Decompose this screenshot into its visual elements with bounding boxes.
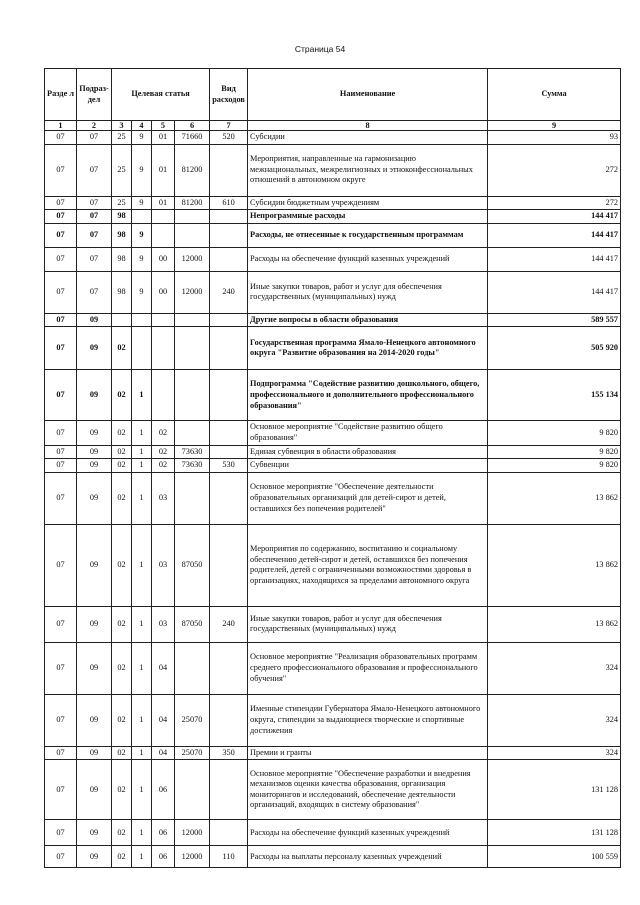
- sum-cell: 9 820: [488, 445, 621, 459]
- expense-type-cell: [210, 327, 248, 370]
- expense-type-cell: [210, 210, 248, 224]
- sum-cell: 324: [488, 694, 621, 746]
- table-row: [45, 445, 621, 459]
- podrazdel-cell: 09: [77, 472, 112, 524]
- razdel-cell: 07: [45, 271, 77, 313]
- table-row: [45, 459, 621, 473]
- razdel-cell: 07: [45, 524, 77, 606]
- expense-type-cell: [210, 144, 248, 196]
- program-code-cell: 02: [112, 760, 132, 820]
- podrazdel-cell: 07: [77, 223, 112, 247]
- subprogram-code-cell: [132, 210, 152, 224]
- program-code-cell: 02: [112, 642, 132, 694]
- program-code-cell: 25: [112, 144, 132, 196]
- direction-code-cell: [175, 223, 210, 247]
- podrazdel-cell: 09: [77, 313, 112, 327]
- name-cell: Другие вопросы в области образования: [248, 313, 488, 327]
- event-code-cell: 06: [152, 760, 175, 820]
- name-cell: Непрограммные расходы: [248, 210, 488, 224]
- razdel-cell: 07: [45, 445, 77, 459]
- program-code-cell: 02: [112, 421, 132, 445]
- subprogram-code-cell: 1: [132, 421, 152, 445]
- expense-type-cell: [210, 820, 248, 846]
- subprogram-code-cell: 9: [132, 247, 152, 271]
- event-code-cell: 02: [152, 459, 175, 473]
- program-code-cell: 98: [112, 223, 132, 247]
- razdel-cell: 07: [45, 472, 77, 524]
- podrazdel-cell: 09: [77, 846, 112, 868]
- table-row: [45, 421, 621, 445]
- direction-code-cell: [175, 313, 210, 327]
- razdel-cell: 07: [45, 327, 77, 370]
- expense-type-cell: [210, 421, 248, 445]
- podrazdel-cell: 09: [77, 445, 112, 459]
- direction-code-cell: [175, 421, 210, 445]
- podrazdel-cell: 09: [77, 370, 112, 421]
- name-cell: Основное мероприятие "Обеспечение разработки и внедрения механизмов оценки качества образования, организация мониторингов и исследований, обеспечение деятельности организаций, входящих в систему образования": [248, 760, 488, 820]
- table-row: [45, 694, 621, 746]
- subprogram-code-cell: 1: [132, 846, 152, 868]
- sum-cell: 272: [488, 196, 621, 210]
- name-cell: Расходы на обеспечение функций казенных учреждений: [248, 820, 488, 846]
- program-code-cell: 02: [112, 472, 132, 524]
- program-code-cell: 02: [112, 606, 132, 642]
- expense-type-cell: 110: [210, 846, 248, 868]
- podrazdel-cell: 09: [77, 694, 112, 746]
- sum-cell: 13 862: [488, 524, 621, 606]
- name-cell: Основное мероприятие "Обеспечение деятельности образовательных организаций для детей-сирот и детей, оставшихся без попечения родителей": [248, 472, 488, 524]
- expense-type-cell: [210, 313, 248, 327]
- column-number: 5: [152, 121, 175, 131]
- podrazdel-cell: 07: [77, 144, 112, 196]
- razdel-cell: 07: [45, 144, 77, 196]
- podrazdel-cell: 07: [77, 196, 112, 210]
- podrazdel-cell: 09: [77, 820, 112, 846]
- razdel-cell: 07: [45, 459, 77, 473]
- page-number-label: Страница 54: [294, 44, 346, 54]
- event-code-cell: 03: [152, 524, 175, 606]
- direction-code-cell: 81200: [175, 196, 210, 210]
- table-row: [45, 210, 621, 224]
- expense-type-cell: [210, 642, 248, 694]
- table-row: [45, 223, 621, 247]
- razdel-cell: 07: [45, 421, 77, 445]
- name-cell: Расходы на выплаты персоналу казенных учреждений: [248, 846, 488, 868]
- name-cell: Расходы на обеспечение функций казенных учреждений: [248, 247, 488, 271]
- expense-type-cell: 350: [210, 746, 248, 760]
- program-code-cell: 02: [112, 370, 132, 421]
- expense-type-cell: 520: [210, 131, 248, 145]
- podrazdel-cell: 07: [77, 210, 112, 224]
- program-code-cell: 98: [112, 271, 132, 313]
- direction-code-cell: 81200: [175, 144, 210, 196]
- razdel-cell: 07: [45, 247, 77, 271]
- sum-cell: 13 862: [488, 606, 621, 642]
- subprogram-code-cell: 1: [132, 459, 152, 473]
- expense-type-cell: [210, 524, 248, 606]
- name-cell: Мероприятия по содержанию, воспитанию и социальному обеспечению детей-сирот и детей, оставшихся без попечения родителей, детей с ограниченными возможностями здоровья в организациях, находящихся за пределами автономного округа: [248, 524, 488, 606]
- table-row: [45, 144, 621, 196]
- name-cell: Иные закупки товаров, работ и услуг для обеспечения государственных (муниципальных) нужд: [248, 606, 488, 642]
- event-code-cell: 04: [152, 746, 175, 760]
- table-body: [45, 131, 621, 868]
- name-cell: Расходы, не отнесенные к государственным программам: [248, 223, 488, 247]
- expense-type-cell: 610: [210, 196, 248, 210]
- program-code-cell: 02: [112, 524, 132, 606]
- column-number: 2: [77, 121, 112, 131]
- name-cell: Мероприятия, направленные на гармонизацию межнациональных, межрелигиозных и этноконфессиональных отношений в автономном округе: [248, 144, 488, 196]
- event-code-cell: [152, 313, 175, 327]
- razdel-cell: 07: [45, 606, 77, 642]
- subprogram-code-cell: 1: [132, 524, 152, 606]
- table-row: [45, 131, 621, 145]
- program-code-cell: 02: [112, 459, 132, 473]
- event-code-cell: 00: [152, 247, 175, 271]
- sum-cell: 324: [488, 642, 621, 694]
- column-number: 4: [132, 121, 152, 131]
- column-number: 7: [210, 121, 248, 131]
- direction-code-cell: 25070: [175, 746, 210, 760]
- header-podrazdel: Подраз- дел: [77, 69, 112, 121]
- expense-type-cell: [210, 445, 248, 459]
- table-row: [45, 846, 621, 868]
- subprogram-code-cell: 1: [132, 694, 152, 746]
- program-code-cell: 02: [112, 694, 132, 746]
- subprogram-code-cell: 9: [132, 223, 152, 247]
- event-code-cell: 01: [152, 131, 175, 145]
- subprogram-code-cell: 1: [132, 370, 152, 421]
- name-cell: Основное мероприятие "Реализация образовательных программ среднего профессионального образования и профессионального обучения": [248, 642, 488, 694]
- table-header: [45, 69, 621, 131]
- program-code-cell: 25: [112, 196, 132, 210]
- column-number: 9: [488, 121, 621, 131]
- name-cell: Субсидии бюджетным учреждениям: [248, 196, 488, 210]
- subprogram-code-cell: 1: [132, 445, 152, 459]
- program-code-cell: 02: [112, 746, 132, 760]
- event-code-cell: 00: [152, 271, 175, 313]
- podrazdel-cell: 07: [77, 271, 112, 313]
- podrazdel-cell: 09: [77, 524, 112, 606]
- table-row: [45, 606, 621, 642]
- direction-code-cell: 12000: [175, 271, 210, 313]
- event-code-cell: 01: [152, 144, 175, 196]
- razdel-cell: 07: [45, 846, 77, 868]
- podrazdel-cell: 09: [77, 421, 112, 445]
- podrazdel-cell: 07: [77, 247, 112, 271]
- name-cell: Единая субвенция в области образования: [248, 445, 488, 459]
- event-code-cell: 04: [152, 694, 175, 746]
- header-expense-type: Вид расходов: [210, 69, 248, 121]
- sum-cell: 155 134: [488, 370, 621, 421]
- direction-code-cell: [175, 327, 210, 370]
- sum-cell: 505 920: [488, 327, 621, 370]
- podrazdel-cell: 09: [77, 606, 112, 642]
- event-code-cell: [152, 327, 175, 370]
- column-number: 6: [175, 121, 210, 131]
- sum-cell: 324: [488, 746, 621, 760]
- table-row: [45, 313, 621, 327]
- expense-type-cell: 240: [210, 271, 248, 313]
- event-code-cell: 06: [152, 820, 175, 846]
- table-row: [45, 271, 621, 313]
- direction-code-cell: 12000: [175, 820, 210, 846]
- program-code-cell: 02: [112, 445, 132, 459]
- table-row: [45, 327, 621, 370]
- program-code-cell: 98: [112, 247, 132, 271]
- razdel-cell: 07: [45, 223, 77, 247]
- sum-cell: 9 820: [488, 421, 621, 445]
- subprogram-code-cell: 1: [132, 820, 152, 846]
- table-row: [45, 820, 621, 846]
- direction-code-cell: 12000: [175, 247, 210, 271]
- program-code-cell: 02: [112, 327, 132, 370]
- column-numbers-row: [45, 121, 621, 131]
- expense-type-cell: [210, 760, 248, 820]
- razdel-cell: 07: [45, 746, 77, 760]
- event-code-cell: [152, 223, 175, 247]
- direction-code-cell: [175, 472, 210, 524]
- direction-code-cell: 87050: [175, 524, 210, 606]
- subprogram-code-cell: 9: [132, 271, 152, 313]
- expense-type-cell: 240: [210, 606, 248, 642]
- table-row: [45, 472, 621, 524]
- program-code-cell: 02: [112, 846, 132, 868]
- podrazdel-cell: 09: [77, 746, 112, 760]
- program-code-cell: 98: [112, 210, 132, 224]
- event-code-cell: 03: [152, 472, 175, 524]
- razdel-cell: 07: [45, 370, 77, 421]
- column-number: 3: [112, 121, 132, 131]
- subprogram-code-cell: 1: [132, 606, 152, 642]
- event-code-cell: 02: [152, 445, 175, 459]
- sum-cell: 131 128: [488, 760, 621, 820]
- podrazdel-cell: 09: [77, 459, 112, 473]
- direction-code-cell: 73630: [175, 459, 210, 473]
- direction-code-cell: 25070: [175, 694, 210, 746]
- direction-code-cell: [175, 370, 210, 421]
- program-code-cell: [112, 313, 132, 327]
- subprogram-code-cell: 1: [132, 760, 152, 820]
- event-code-cell: 04: [152, 642, 175, 694]
- razdel-cell: 07: [45, 313, 77, 327]
- razdel-cell: 07: [45, 642, 77, 694]
- expense-type-cell: 530: [210, 459, 248, 473]
- podrazdel-cell: 09: [77, 760, 112, 820]
- direction-code-cell: [175, 760, 210, 820]
- subprogram-code-cell: 9: [132, 196, 152, 210]
- podrazdel-cell: 07: [77, 131, 112, 145]
- sum-cell: 144 417: [488, 210, 621, 224]
- header-razdel: Разде л: [45, 69, 77, 121]
- podrazdel-cell: 09: [77, 642, 112, 694]
- sum-cell: 9 820: [488, 459, 621, 473]
- subprogram-code-cell: 1: [132, 642, 152, 694]
- table-row: [45, 760, 621, 820]
- expense-type-cell: [210, 694, 248, 746]
- podrazdel-cell: 09: [77, 327, 112, 370]
- event-code-cell: [152, 370, 175, 421]
- program-code-cell: 02: [112, 820, 132, 846]
- event-code-cell: [152, 210, 175, 224]
- name-cell: Основное мероприятие "Содействие развитию общего образования": [248, 421, 488, 445]
- header-sum: Сумма: [488, 69, 621, 121]
- name-cell: Субвенции: [248, 459, 488, 473]
- table-row: [45, 370, 621, 421]
- event-code-cell: 03: [152, 606, 175, 642]
- program-code-cell: 25: [112, 131, 132, 145]
- sum-cell: 131 128: [488, 820, 621, 846]
- razdel-cell: 07: [45, 131, 77, 145]
- sum-cell: 13 862: [488, 472, 621, 524]
- razdel-cell: 07: [45, 820, 77, 846]
- event-code-cell: 06: [152, 846, 175, 868]
- name-cell: Субсидии: [248, 131, 488, 145]
- subprogram-code-cell: 9: [132, 144, 152, 196]
- razdel-cell: 07: [45, 694, 77, 746]
- name-cell: Подпрограмма "Содействие развитию дошкольного, общего, профессионального и дополнительного профессионального образования": [248, 370, 488, 421]
- name-cell: Государственная программа Ямало-Ненецкого автономного округа "Развитие образования на 2014-2020 годы": [248, 327, 488, 370]
- subprogram-code-cell: [132, 313, 152, 327]
- table-row: [45, 196, 621, 210]
- sum-cell: 93: [488, 131, 621, 145]
- direction-code-cell: 71660: [175, 131, 210, 145]
- name-cell: Премии и гранты: [248, 746, 488, 760]
- expense-type-cell: [210, 223, 248, 247]
- subprogram-code-cell: 9: [132, 131, 152, 145]
- sum-cell: 144 417: [488, 271, 621, 313]
- direction-code-cell: [175, 642, 210, 694]
- direction-code-cell: 73630: [175, 445, 210, 459]
- table-row: [45, 524, 621, 606]
- expense-type-cell: [210, 472, 248, 524]
- name-cell: Именные стипендии Губернатора Ямало-Ненецкого автономного округа, стипендии за выдающиеся творческие и спортивные достижения: [248, 694, 488, 746]
- budget-table: [44, 68, 621, 868]
- razdel-cell: 07: [45, 760, 77, 820]
- sum-cell: 272: [488, 144, 621, 196]
- column-number: 1: [45, 121, 77, 131]
- subprogram-code-cell: [132, 327, 152, 370]
- direction-code-cell: [175, 210, 210, 224]
- table-row: [45, 247, 621, 271]
- direction-code-cell: 87050: [175, 606, 210, 642]
- table-row: [45, 642, 621, 694]
- subprogram-code-cell: 1: [132, 472, 152, 524]
- header-target-article: Целевая статья: [112, 69, 210, 121]
- expense-type-cell: [210, 247, 248, 271]
- event-code-cell: 02: [152, 421, 175, 445]
- sum-cell: 144 417: [488, 223, 621, 247]
- sum-cell: 589 557: [488, 313, 621, 327]
- column-number: 8: [248, 121, 488, 131]
- direction-code-cell: 12000: [175, 846, 210, 868]
- event-code-cell: 01: [152, 196, 175, 210]
- razdel-cell: 07: [45, 210, 77, 224]
- sum-cell: 100 559: [488, 846, 621, 868]
- subprogram-code-cell: 1: [132, 746, 152, 760]
- header-name: Наименование: [248, 69, 488, 121]
- sum-cell: 144 417: [488, 247, 621, 271]
- razdel-cell: 07: [45, 196, 77, 210]
- expense-type-cell: [210, 370, 248, 421]
- name-cell: Иные закупки товаров, работ и услуг для обеспечения государственных (муниципальных) нужд: [248, 271, 488, 313]
- table-row: [45, 746, 621, 760]
